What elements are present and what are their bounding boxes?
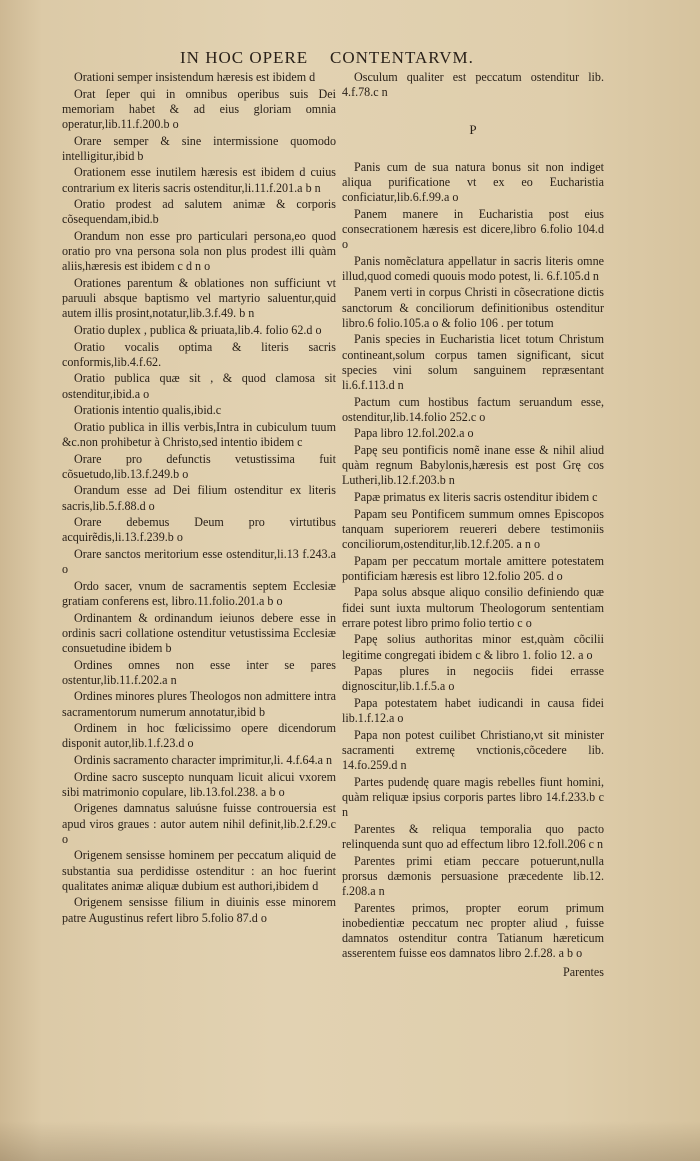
index-entry: Orationes parentum & oblationes non sufficiunt vt paruuli absque baptismo vel martyrio saluentur,quid autem illis prosint,notatur,lib.3.f.49. b n [62,275,336,321]
index-entry: Orandum esse ad Dei filium ostenditur ex literis sacris,lib.5.f.88.d o [62,483,336,513]
index-entry: Papa non potest cuilibet Christiano,vt sit minister sacramenti extremę vnctionis,cõcedere lib. 14.fo.259.d n [342,727,604,773]
index-entry: Ordinantem & ordinandum ieiunos debere esse in ordinis sacri collatione ostenditur vetustissima Ecclesiæ consuetudine ibidem b [62,610,336,655]
index-entry: Origenem sensisse filium in diuinis esse minorem patre Augustinus refert libro 5.folio 87.d o [62,895,336,925]
index-entry: Panis cum de sua natura bonus sit non indiget aliqua purificatione vt ex eo Eucharistia conficiatur,lib.6.f.99.a o [342,159,604,205]
index-entry: Orationi semper insistendum hæresis est ibidem d [74,70,316,84]
index-entry: Ordines omnes non esse inter se pares ostentur,lib.11.f.202.a n [62,657,336,687]
index-entry: Oratio prodest ad salutem animæ & corporis cõsequendam,ibid.b [62,197,336,227]
index-entry: Ordo sacer, vnum de sacramentis septem Ecclesiæ gratiam conferens est, libro.11.folio.201.a b o [62,578,336,608]
index-entry: Panem verti in corpus Christi in cõsecratione dictis sanctorum & conciliorum definitionibus ostenditur libro.6 folio.105.a o & folio 106 . per totum [342,285,604,330]
running-head-left: IN HOC OPERE [180,48,309,67]
running-head-right: CONTENTARVM. [330,48,474,67]
index-entry: Panis nomẽclatura appellatur in sacris literis omne illud,quod comedi quouis modo potest, li. 6.f.105.d n [342,253,604,283]
index-column-left [62,70,336,927]
index-entry: Osculum qualiter est peccatum ostenditur lib. 4.f.78.c n [342,70,604,100]
catchword: Parentes [563,965,604,980]
index-entry: Panis species in Eucharistia licet totum Christum contineant,solum corpus tamen significant, sicut species vini solum sanguinem repræsentant li.6.f.113.d n [342,332,604,393]
index-entry: Papa libro 12.fol.202.a o [354,426,474,441]
index-entry: Papę seu pontificis nomẽ inane esse & nihil aliud quàm regnum Babylonis,hæresis est post Grę cos Lutheri,lib.12.f.203.b n [342,443,604,488]
index-entry: Ordinis sacramento character imprimitur,li. 4.f.64.a n [74,752,333,767]
index-entry: Parentes primi etiam peccare potuerunt,nulla prorsus dæmonis persuasione præcedente lib.12. f.208.a n [342,853,604,898]
index-entry: Orat ſeper qui in omnibus operibus suis Dei memoriam habet & ad eius gloriam omnia operatur,lib.11.f.200.b o [62,86,336,131]
index-entry: Papa potestatem habet iudicandi in causa fidei lib.1.f.12.a o [342,695,604,726]
index-entry: Orare debemus Deum pro virtutibus acquirẽdis,li.13.f.239.b o [62,515,336,545]
index-column-right [342,70,604,981]
index-entry: Panem manere in Eucharistia post eius consecrationem hæresis est dicere,libro 6.folio 104.d o [342,206,604,252]
index-entry: Orare pro defunctis vetustissima fuit cõsuetudo,lib.13.f.249.b o [62,451,336,481]
index-entry: Papa solus absque aliquo consilio definiendo quæ fidei sunt iuxta multorum Theologorum sententiam errare potest libro primo folio tertio c o [342,585,604,630]
index-entry: Papæ primatus ex literis sacris ostenditur ibidem c [354,490,598,504]
index-entry: Orationem esse inutilem hæresis est ibidem d cuius contrarium ex literis sacris ostenditur,li.11.f.201.a b n [62,165,336,195]
index-entry: Parentes & reliqua temporalia quo pacto relinquenda sunt quo ad effectum libro 12.foll.206 c n [342,821,604,851]
index-entry: Oratio publica in illis verbis,Intra in cubiculum tuum &c.non prohibetur à Christo,sed intentio ibidem c [62,419,336,449]
index-entry: Origenes damnatus saluúsne fuisse controuersia est apud viros graues : autor autem nihil definit,lib.2.f.29.c o [62,801,336,846]
index-entry: Oratio duplex , publica & priuata,lib.4. folio 62.d o [74,322,322,337]
index-entry: Orare semper & sine intermissione quomodo intelligitur,ibid b [62,133,336,163]
index-entry: Orationis intentio qualis,ibid.c [74,403,222,418]
index-entry: Parentes primos, propter eorum primum inobedientiæ peccatum nec propter aliud , fuisse damnatos ostenditur contra Tatianum hæreticum asserentem fuisse eos damnatos libro 2.f.28. a b o [342,900,604,961]
index-entry: Ordinem in hoc fœlicissimo opere dicendorum disponit autor,lib.1.f.23.d o [62,721,336,751]
index-entry: Pactum cum hostibus factum seruandum esse, ostenditur,lib.14.folio 252.c o [342,394,604,424]
index-entry: Oratio vocalis optima & literis sacris conformis,lib.4.f.62. [62,339,336,369]
index-entry: Orare sanctos meritorium esse ostenditur,li.13 f.243.a o [62,546,336,577]
index-entry: Oratio publica quæ sit , & quod clamosa sit ostenditur,ibid.a o [62,371,336,401]
index-entry: Papas plures in negociis fidei errasse dignoscitur,lib.1.f.5.a o [342,664,604,694]
index-entry: Orandum non esse pro particulari persona,eo quod oratio pro vna persona sola non plus prodest illi quàm aliis,hæresis est ibidem c d n o [62,228,336,274]
index-entry: Partes pudendę quare magis rebelles fiunt homini, quàm reliquæ ipsius corporis partes libro 14.f.233.b c n [342,774,604,820]
index-entry: Ordines minores plures Theologos non admittere intra sacramentorum numerum annotatur,ibid b [62,689,336,719]
section-letter-heading: P [469,122,477,138]
index-entry: Papę solius authoritas minor est,quàm cõcilii legitime congregati ibidem c & libro 1. folio 12. a o [342,632,604,662]
index-entry: Ordine sacro suscepto nunquam licuit alicui vxorem sibi matrimonio copulare, lib.13.fol.238. a b o [62,769,336,799]
index-entry: Papam per peccatum mortale amittere potestatem pontificiam hæresis est libro 12.folio 205. d o [342,553,604,583]
index-entry: Papam seu Pontificem summum omnes Episcopos tanquam superiorem reuereri debere testimoniis conciliorum,ostenditur,lib.12.f.205. a n o [342,506,604,551]
index-entry: Origenem sensisse hominem per peccatum aliquid de substantia sua perdidisse ostenditur : an hoc fuerint qualitates animæ aliquæ dubium est authori,ibidem d [62,848,336,893]
